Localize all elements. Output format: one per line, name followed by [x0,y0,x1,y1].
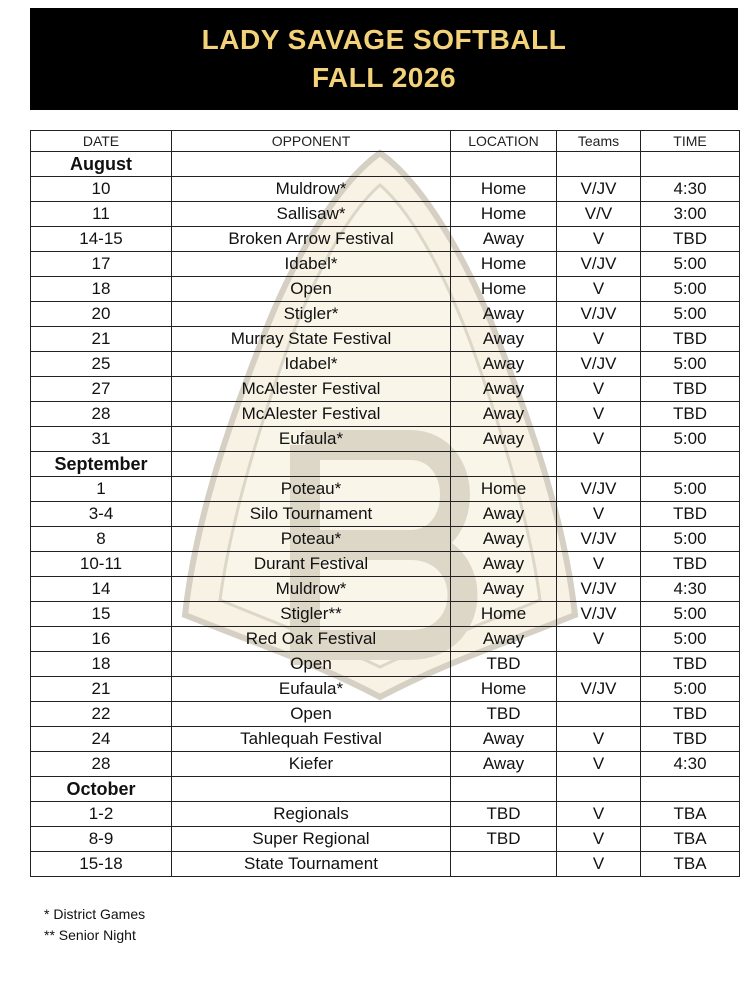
table-row [31,302,740,327]
teams-cell: V [557,627,641,652]
location-cell: TBD [451,827,557,852]
teams-cell: V/JV [557,252,641,277]
opponent-cell: Eufaula* [172,677,451,702]
location-cell: Away [451,627,557,652]
table-row [31,527,740,552]
time-cell: 5:00 [641,427,740,452]
date-cell: 1-2 [31,802,172,827]
teams-cell: V [557,427,641,452]
date-cell: 3-4 [31,502,172,527]
teams-cell: V [557,727,641,752]
time-cell: 5:00 [641,477,740,502]
opponent-cell: McAlester Festival [172,377,451,402]
date-cell: 17 [31,252,172,277]
teams-cell: V/JV [557,602,641,627]
date-cell: 18 [31,652,172,677]
time-cell: TBD [641,402,740,427]
location-cell: Away [451,402,557,427]
date-cell: 22 [31,702,172,727]
location-cell: Away [451,302,557,327]
table-row [31,202,740,227]
opponent-cell: Muldrow* [172,577,451,602]
opponent-cell: Poteau* [172,527,451,552]
time-cell: 5:00 [641,527,740,552]
time-cell: 4:30 [641,177,740,202]
date-cell: 8-9 [31,827,172,852]
opponent-cell: Poteau* [172,477,451,502]
location-cell: Away [451,327,557,352]
time-cell: 4:30 [641,752,740,777]
date-cell: 31 [31,427,172,452]
table-row [31,352,740,377]
date-cell: 28 [31,402,172,427]
opponent-cell: Durant Festival [172,552,451,577]
table-row [31,727,740,752]
opponent-cell: Muldrow* [172,177,451,202]
column-header-date: DATE [31,131,172,152]
date-cell: 15-18 [31,852,172,877]
time-cell: 5:00 [641,627,740,652]
opponent-cell: Broken Arrow Festival [172,227,451,252]
teams-cell [557,652,641,677]
month-row [31,777,740,802]
column-header-time: TIME [641,131,740,152]
header-title: LADY SAVAGE SOFTBALL [201,24,567,55]
opponent-cell: Sallisaw* [172,202,451,227]
table-row [31,427,740,452]
time-cell: 4:30 [641,577,740,602]
empty-cell [557,777,641,802]
opponent-cell: Stigler* [172,302,451,327]
date-cell: 21 [31,327,172,352]
location-cell: Home [451,477,557,502]
teams-cell: V/JV [557,352,641,377]
location-cell: Away [451,577,557,602]
date-cell: 18 [31,277,172,302]
date-cell: 10-11 [31,552,172,577]
location-cell: Away [451,552,557,577]
date-cell: 16 [31,627,172,652]
location-cell [451,852,557,877]
opponent-cell: Idabel* [172,352,451,377]
teams-cell: V [557,502,641,527]
teams-cell: V [557,802,641,827]
location-cell: Home [451,277,557,302]
table-row [31,602,740,627]
column-header-opponent: OPPONENT [172,131,451,152]
table-row [31,252,740,277]
empty-cell [641,452,740,477]
date-cell: 1 [31,477,172,502]
location-cell: Home [451,177,557,202]
time-cell: 5:00 [641,677,740,702]
schedule-body [31,152,740,877]
table-row [31,502,740,527]
table-row [31,227,740,252]
table-row [31,577,740,602]
table-row [31,177,740,202]
column-header-location: LOCATION [451,131,557,152]
date-cell: 21 [31,677,172,702]
table-row [31,752,740,777]
empty-cell [451,777,557,802]
location-cell: Home [451,202,557,227]
location-cell: Home [451,677,557,702]
month-label: August [31,152,172,177]
location-cell: TBD [451,652,557,677]
teams-cell: V/JV [557,527,641,552]
time-cell: TBD [641,702,740,727]
location-cell: Away [451,427,557,452]
footnotes [44,904,145,946]
header-season: FALL 2026 [311,62,457,93]
time-cell: 5:00 [641,602,740,627]
table-row [31,852,740,877]
teams-cell: V [557,377,641,402]
teams-cell: V/JV [557,477,641,502]
teams-cell: V [557,327,641,352]
date-cell: 20 [31,302,172,327]
time-cell: TBD [641,327,740,352]
opponent-cell: Open [172,652,451,677]
location-cell: Home [451,602,557,627]
empty-cell [172,777,451,802]
time-cell: TBD [641,727,740,752]
time-cell: TBD [641,377,740,402]
month-row [31,152,740,177]
location-cell: TBD [451,802,557,827]
table-row [31,402,740,427]
teams-cell: V/V [557,202,641,227]
opponent-cell: Tahlequah Festival [172,727,451,752]
teams-cell: V/JV [557,177,641,202]
opponent-cell: Kiefer [172,752,451,777]
time-cell: 5:00 [641,252,740,277]
date-cell: 28 [31,752,172,777]
teams-cell [557,702,641,727]
time-cell: 5:00 [641,302,740,327]
empty-cell [172,152,451,177]
location-cell: Away [451,527,557,552]
column-header-teams: Teams [557,131,641,152]
table-row [31,277,740,302]
table-row [31,552,740,577]
date-cell: 11 [31,202,172,227]
teams-cell: V [557,827,641,852]
table-row [31,477,740,502]
opponent-cell: Murray State Festival [172,327,451,352]
teams-cell: V/JV [557,677,641,702]
table-row [31,627,740,652]
opponent-cell: Silo Tournament [172,502,451,527]
table-row [31,677,740,702]
table-row [31,377,740,402]
date-cell: 25 [31,352,172,377]
time-cell: TBD [641,652,740,677]
table-row [31,802,740,827]
teams-cell: V [557,552,641,577]
time-cell: TBA [641,827,740,852]
time-cell: 5:00 [641,352,740,377]
date-cell: 24 [31,727,172,752]
date-cell: 8 [31,527,172,552]
location-cell: Away [451,727,557,752]
date-cell: 14 [31,577,172,602]
month-label: October [31,777,172,802]
teams-cell: V [557,227,641,252]
table-row [31,327,740,352]
time-cell: 5:00 [641,277,740,302]
opponent-cell: Regionals [172,802,451,827]
date-cell: 15 [31,602,172,627]
date-cell: 27 [31,377,172,402]
teams-cell: V/JV [557,302,641,327]
schedule-header [30,8,738,110]
opponent-cell: McAlester Festival [172,402,451,427]
location-cell: TBD [451,702,557,727]
time-cell: TBA [641,852,740,877]
month-label: September [31,452,172,477]
empty-cell [451,152,557,177]
date-cell: 14-15 [31,227,172,252]
teams-cell: V [557,402,641,427]
footnote-district: * District Games [44,906,146,922]
time-cell: TBD [641,227,740,252]
empty-cell [172,452,451,477]
empty-cell [451,452,557,477]
teams-cell: V [557,852,641,877]
month-row [31,452,740,477]
location-cell: Away [451,352,557,377]
table-row [31,702,740,727]
time-cell: 3:00 [641,202,740,227]
opponent-cell: Open [172,702,451,727]
opponent-cell: Super Regional [172,827,451,852]
time-cell: TBD [641,552,740,577]
table-row [31,652,740,677]
header-row [31,131,740,152]
location-cell: Away [451,227,557,252]
location-cell: Away [451,502,557,527]
teams-cell: V [557,752,641,777]
empty-cell [557,152,641,177]
location-cell: Away [451,752,557,777]
date-cell: 10 [31,177,172,202]
opponent-cell: Stigler** [172,602,451,627]
empty-cell [641,152,740,177]
table-row [31,827,740,852]
location-cell: Away [451,377,557,402]
location-cell: Home [451,252,557,277]
teams-cell: V/JV [557,577,641,602]
empty-cell [557,452,641,477]
footnote-senior: ** Senior Night [44,927,136,943]
opponent-cell: Eufaula* [172,427,451,452]
teams-cell: V [557,277,641,302]
time-cell: TBA [641,802,740,827]
empty-cell [641,777,740,802]
time-cell: TBD [641,502,740,527]
opponent-cell: Red Oak Festival [172,627,451,652]
opponent-cell: Idabel* [172,252,451,277]
opponent-cell: State Tournament [172,852,451,877]
schedule-table [30,130,740,877]
opponent-cell: Open [172,277,451,302]
